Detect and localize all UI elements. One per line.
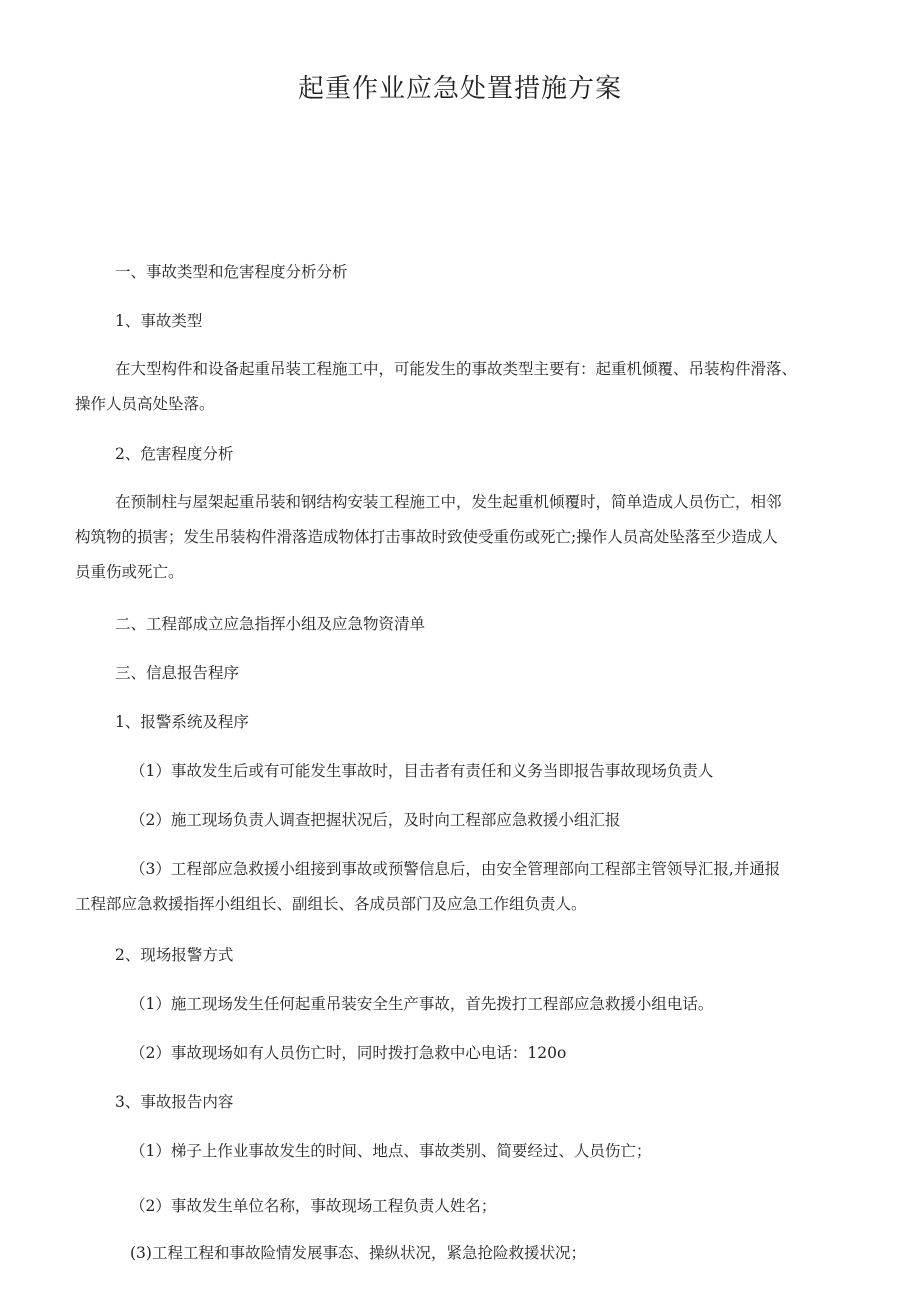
body-line: （3）工程部应急救援小组接到事故或预警信息后，由安全管理部向工程部主管领导汇报,并通报 — [130, 860, 781, 878]
list-item-multiline — [75, 858, 780, 915]
section-2-heading: 二、工程部成立应急指挥小组及应急物资清单 — [115, 615, 426, 633]
body-line: 在预制柱与屋架起重吊装和钢结构安装工程施工中，发生起重机倾覆时，简单造成人员伤亡，相邻 — [115, 493, 782, 511]
subsection-3-1-heading: 1、报警系统及程序 — [115, 713, 249, 731]
list-item: （2）事故现场如有人员伤亡时，同时拨打急救中心电话：120o — [130, 1044, 567, 1062]
list-item: (3)工程工程和事故险情发展事态、操纵状况，紧急抢险救援状况； — [130, 1244, 586, 1262]
section-3-heading: 三、信息报告程序 — [115, 664, 240, 682]
subsection-1-2-body — [75, 491, 782, 583]
subsection-3-3-heading: 3、事故报告内容 — [115, 1093, 234, 1111]
list-item: （2）事故发生单位名称，事故现场工程负责人姓名； — [130, 1197, 497, 1215]
section-1-heading: 一、事故类型和危害程度分析分析 — [115, 263, 348, 281]
subsection-1-1-heading: 1、事故类型 — [115, 312, 203, 330]
list-item: （1）事故发生后或有可能发生事故时，目击者有责任和义务当即报告事故现场负责人 — [130, 762, 714, 780]
body-line: 员重伤或死亡。 — [75, 563, 184, 581]
subsection-1-2-heading: 2、危害程度分析 — [115, 445, 234, 463]
list-item: （1）施工现场发生任何起重吊装安全生产事故，首先拨打工程部应急救援小组电话。 — [130, 995, 714, 1013]
document-title: 起重作业应急处置措施方案 — [297, 74, 622, 104]
subsection-1-1-body — [75, 358, 797, 415]
body-line: 操作人员高处坠落。 — [75, 395, 215, 413]
body-line: 在大型构件和设备起重吊装工程施工中，可能发生的事故类型主要有：起重机倾覆、吊装构件滑落、 — [115, 360, 798, 378]
body-line: 构筑物的损害；发生吊装构件滑落造成物体打击事故时致使受重伤或死亡;操作人员高处坠落至少造成人 — [75, 528, 778, 546]
body-line: 工程部应急救援指挥小组组长、副组长、各成员部门及应急工作组负责人。 — [75, 895, 587, 913]
subsection-3-2-heading: 2、现场报警方式 — [115, 946, 234, 964]
list-item: （2）施工现场负责人调查把握状况后，及时向工程部应急救援小组汇报 — [130, 811, 621, 829]
list-item: （1）梯子上作业事故发生的时间、地点、事故类别、简要经过、人员伤亡； — [130, 1142, 652, 1160]
